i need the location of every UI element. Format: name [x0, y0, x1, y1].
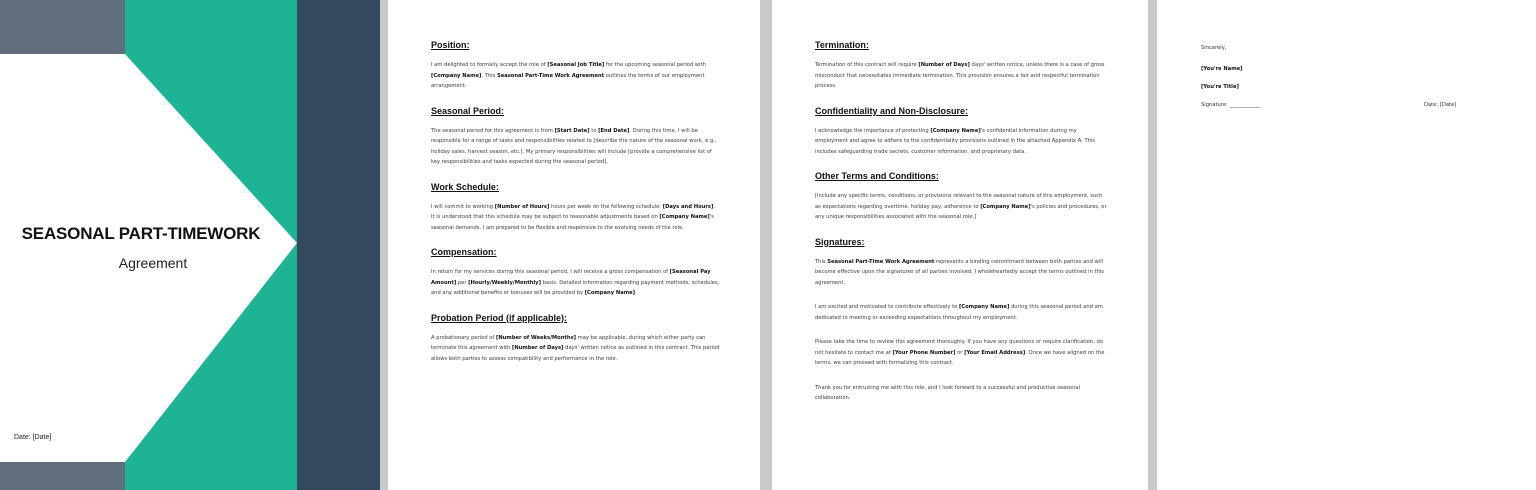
section-heading: Probation Period (if applicable):: [431, 312, 568, 323]
cover-gray-band-top: [0, 0, 125, 54]
section-paragraph: The seasonal period for this agreement is from [Start Date] to [End Date]. During this time, I will be responsible for a range of tasks and responsibilities related to [describe the nature of the seasonal work, e.g., holiday sales, harvest season, etc.]. My primary responsibilities will include [provide a comprehensive list of key responsibilities and tasks expected during the seasonal period].: [431, 127, 717, 165]
section-paragraph: I acknowledge the importance of protecting [Company Name]'s confidential information during my employment and agree to adhere to the confidentiality provisions outlined in the attached Appendix A. This includes safeguarding trade secrets, customer information, and proprietary data.: [815, 127, 1096, 155]
section-heading: Other Terms and Conditions:: [815, 171, 939, 181]
cover-date: Date: [Date]: [14, 434, 52, 441]
page-4: [1157, 0, 1536, 490]
section-heading: Termination:: [815, 40, 869, 50]
section-paragraph: Thank you for entrusting me with this role, and I look forward to a successful and productive seasonal collaboration.: [815, 384, 1080, 401]
section-heading: Compensation:: [431, 247, 497, 257]
page-3-content: [815, 40, 1108, 418]
page-2-content: [431, 40, 720, 378]
cover-page: [0, 0, 380, 490]
signature-line: Signature: ____________: [1201, 102, 1261, 108]
cover-graphic: [0, 0, 380, 490]
section-paragraph: I am excited and motivated to contribute effectively to [Company Name] during this seasonal period and am dedicated to meeting or exceeding expectations throughout my employment.: [815, 304, 1103, 321]
section-heading: Position:: [431, 40, 470, 50]
section-paragraph: In return for my services during this seasonal period, I will receive a gross compensation of [Seasonal Pay Amount] per [Hourly/Weekly/Monthly] basis. Detailed information regarding payment methods, schedules, and any additional benefits or bonuses will be provided by [Company Name].: [431, 269, 720, 296]
section-paragraph: A probationary period of [Number of Weeks/Months] may be applicable, during which either party can terminate this agreement with [Number of Days] days' written notice as outlined in this contract. This period allows both parties to assess compatibility and performance in the role.: [431, 334, 720, 362]
section-paragraph: This Seasonal Part-Time Work Agreement represents a binding commitment between both parties and will become effective upon the signatures of all parties involved. I wholeheartedly accept the terms outlined in this agreement.: [815, 258, 1104, 286]
section-heading: Confidentiality and Non-Disclosure:: [815, 105, 969, 116]
section-heading: Seasonal Period:: [431, 105, 505, 116]
signature-date: Date: [Date]: [1424, 102, 1457, 108]
section-paragraph: I will commit to working [Number of Hours] hours per week on the following schedule: [Days and Hours]. It is understood that this schedule may be subject to reasonable adjustments based on [Company Name]'s seasonal demands. I am prepared to be flexible and responsive to the evolving needs of the role.: [431, 203, 715, 231]
signer-name: [You're Name]: [1201, 66, 1243, 72]
page-3: [772, 0, 1148, 490]
closing-text: Sincerely,: [1201, 45, 1227, 51]
section-heading: Work Schedule:: [431, 181, 499, 192]
page-2: [388, 0, 760, 490]
cover-gray-band-bottom: [0, 462, 125, 490]
cover-navy-band: [297, 0, 380, 490]
signer-title: [You're Title]: [1201, 84, 1239, 90]
cover-subtitle: Agreement: [118, 255, 188, 271]
section-heading: Signatures:: [815, 236, 865, 247]
section-paragraph: I am delighted to formally accept the role of [Seasonal Job Title] for the upcoming seasonal period with [Company Name]. This Seasonal Part-Time Work Agreement outlines the terms of our employment arrangement.: [431, 62, 706, 89]
section-paragraph: Termination of this contract will require [Number of Days] days' written notice, unless there is a case of gross misconduct that necessitates immediate termination. This provision ensures a fair and respectful termination process.: [815, 62, 1105, 89]
section-paragraph: Please take the time to review this agreement thoroughly. If you have any questions or require clarification, do not hesitate to contact me at [Your Phone Number] or [Your Email Address]. Once we have aligned on the terms, we can proceed with formalizing this contract.: [815, 339, 1105, 366]
section-paragraph: [Include any specific terms, conditions, or provisions relevant to the seasonal nature of this employment, such as expectations regarding overtime, holiday pay, adherence to [Company Name]'s policies and procedures, or any unique responsibilities associated with the seasonal role.]: [815, 193, 1107, 220]
cover-title: SEASONAL PART-TIMEWORK: [21, 224, 261, 243]
